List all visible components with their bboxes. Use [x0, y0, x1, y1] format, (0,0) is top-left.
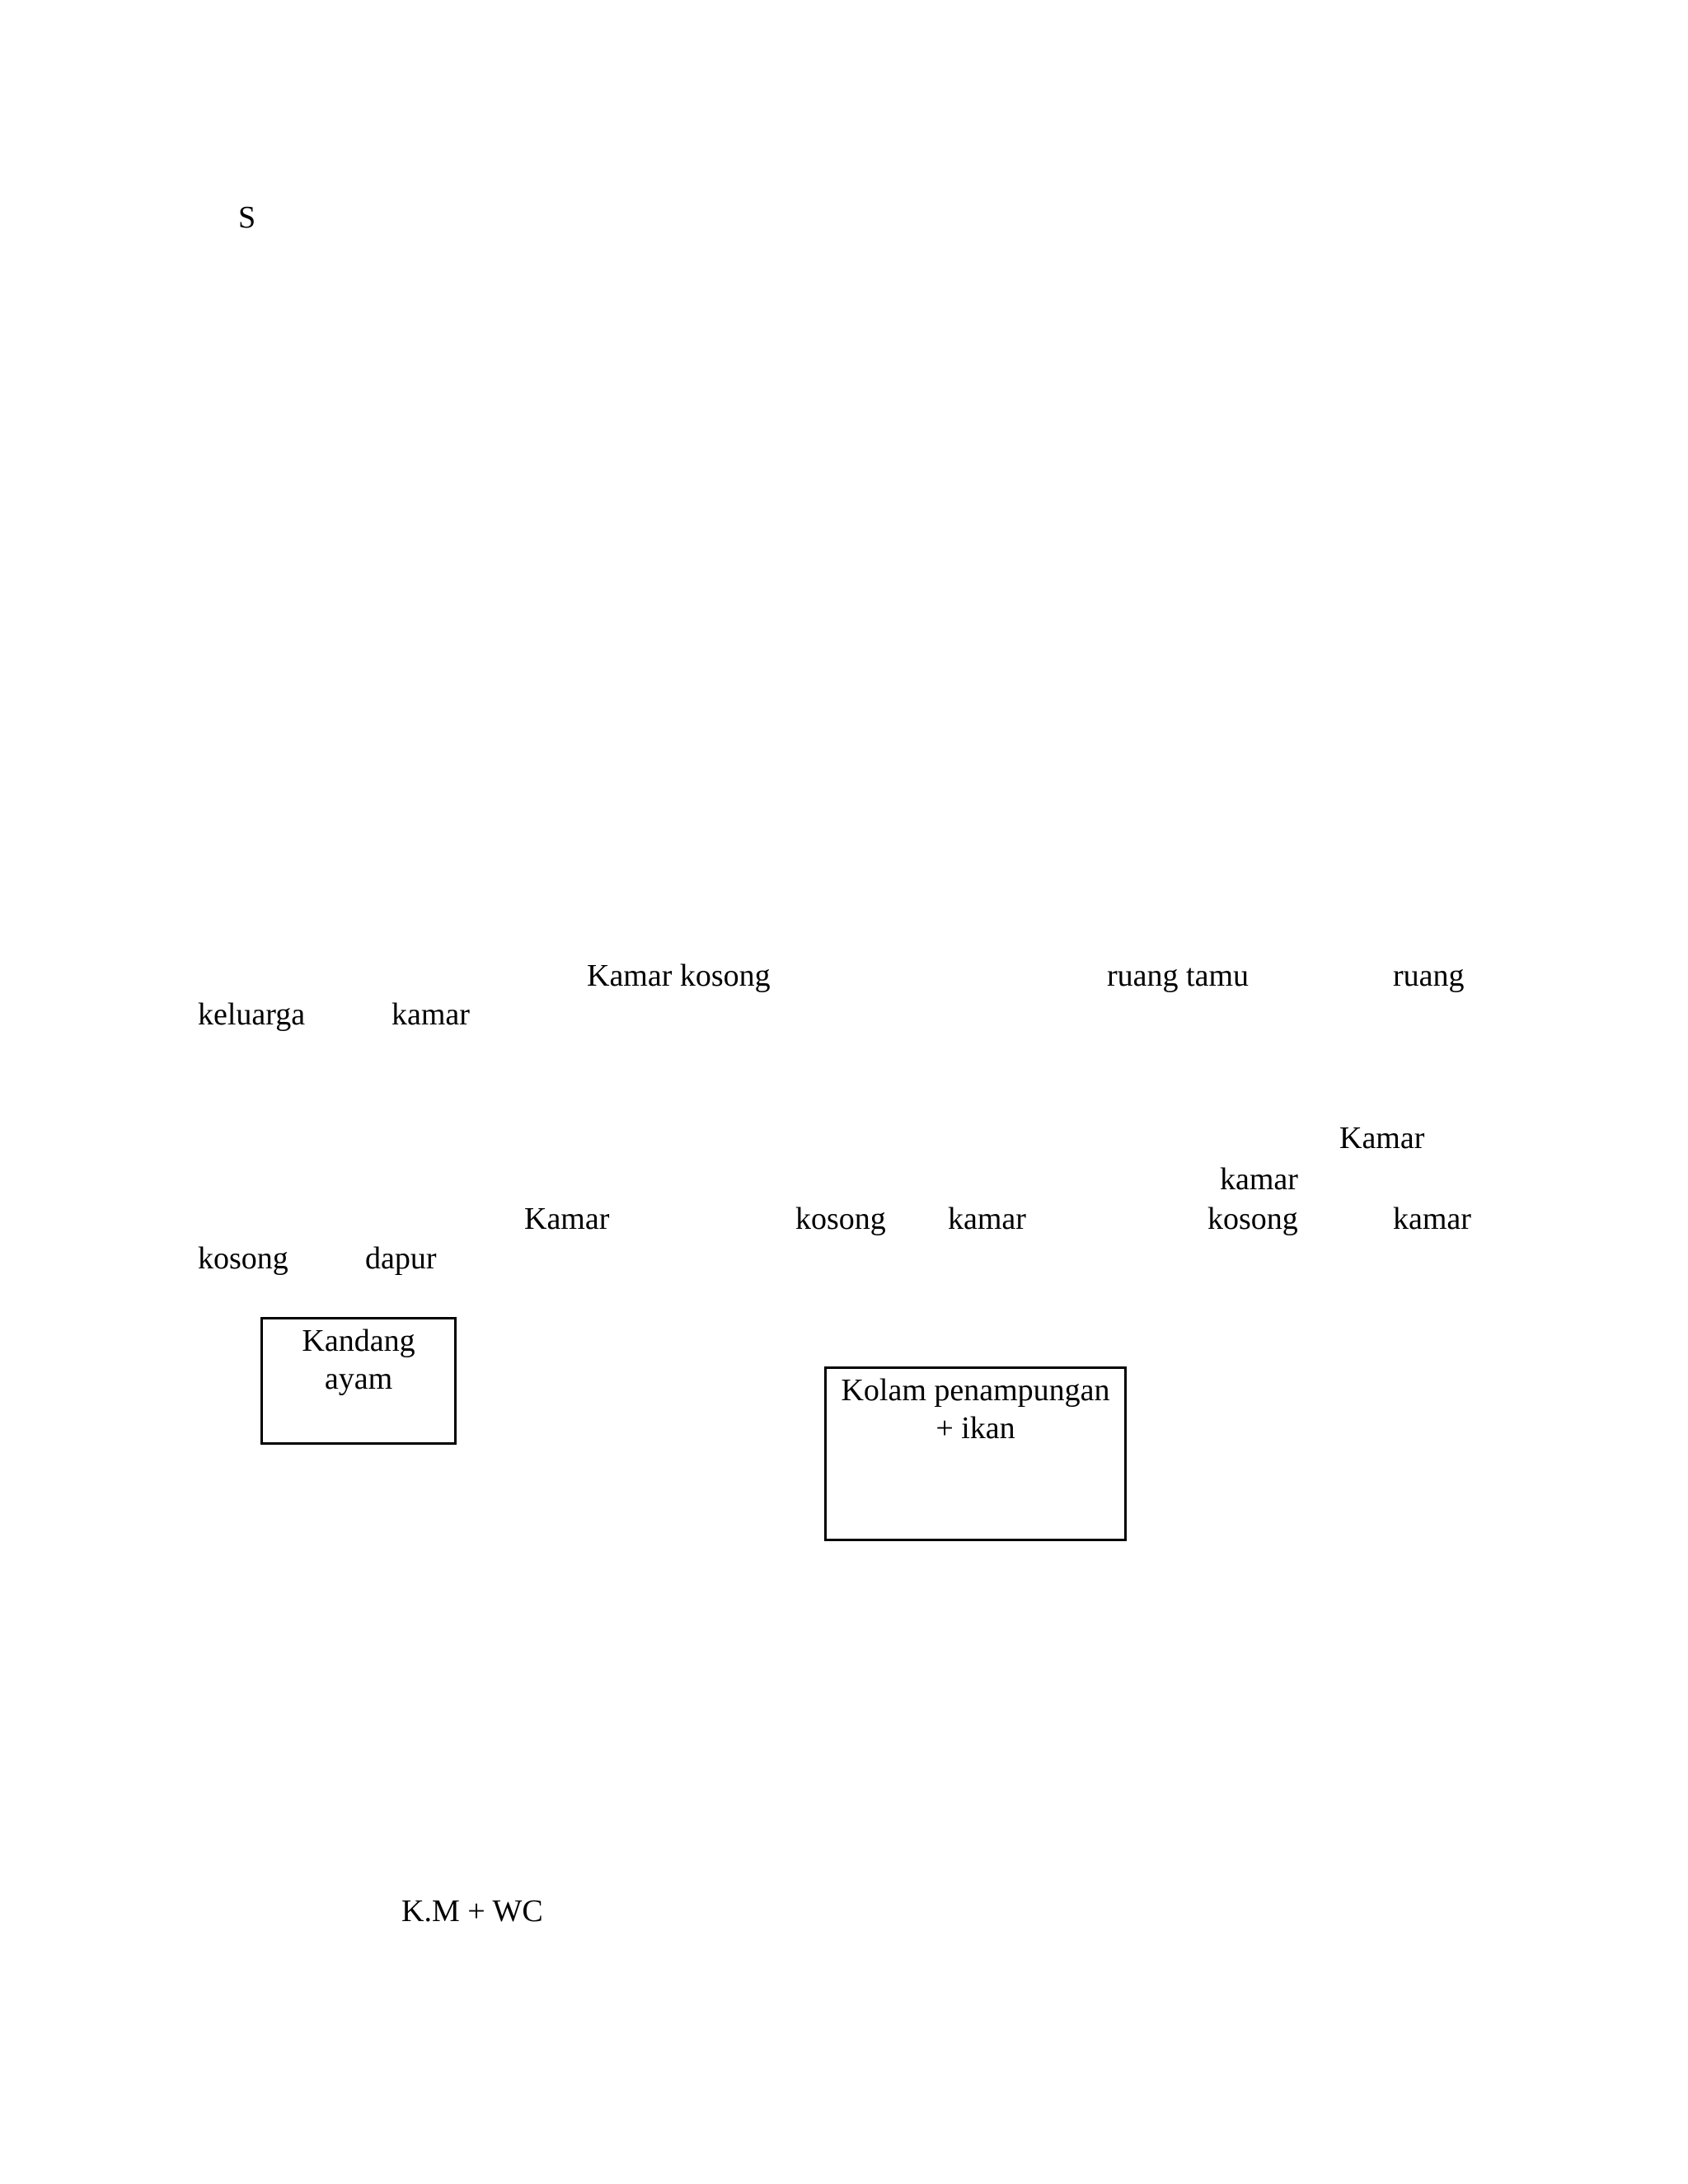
label-kamar-a: Kamar	[524, 1202, 610, 1236]
label-kamar-1: kamar	[392, 997, 470, 1032]
label-kamar-kosong: Kamar kosong	[587, 958, 771, 993]
label-kamar-b: kamar	[948, 1202, 1026, 1236]
ikan-label: + ikan	[935, 1410, 1015, 1446]
label-kamar-small: kamar	[1220, 1162, 1298, 1197]
compass-letter: S	[238, 200, 256, 235]
label-kamar-c: kamar	[1393, 1202, 1471, 1236]
kolam-label: Kolam penampungan	[841, 1373, 1110, 1408]
label-kosong-a: kosong	[795, 1202, 886, 1236]
label-kamar-cap: Kamar	[1339, 1121, 1425, 1155]
label-keluarga: keluarga	[198, 997, 306, 1032]
label-ruang-tamu: ruang tamu	[1107, 958, 1250, 993]
kandang-ayam-box	[260, 1317, 457, 1445]
label-km-wc: K.M + WC	[401, 1894, 543, 1929]
kandang-label: Kandang	[302, 1324, 415, 1358]
label-dapur: dapur	[365, 1241, 437, 1276]
label-kosong-b: kosong	[1207, 1202, 1298, 1236]
kolam-penampungan-box	[824, 1366, 1127, 1541]
label-kosong-c: kosong	[198, 1241, 288, 1276]
label-ruang: ruang	[1393, 958, 1465, 993]
ayam-label: ayam	[324, 1361, 393, 1396]
